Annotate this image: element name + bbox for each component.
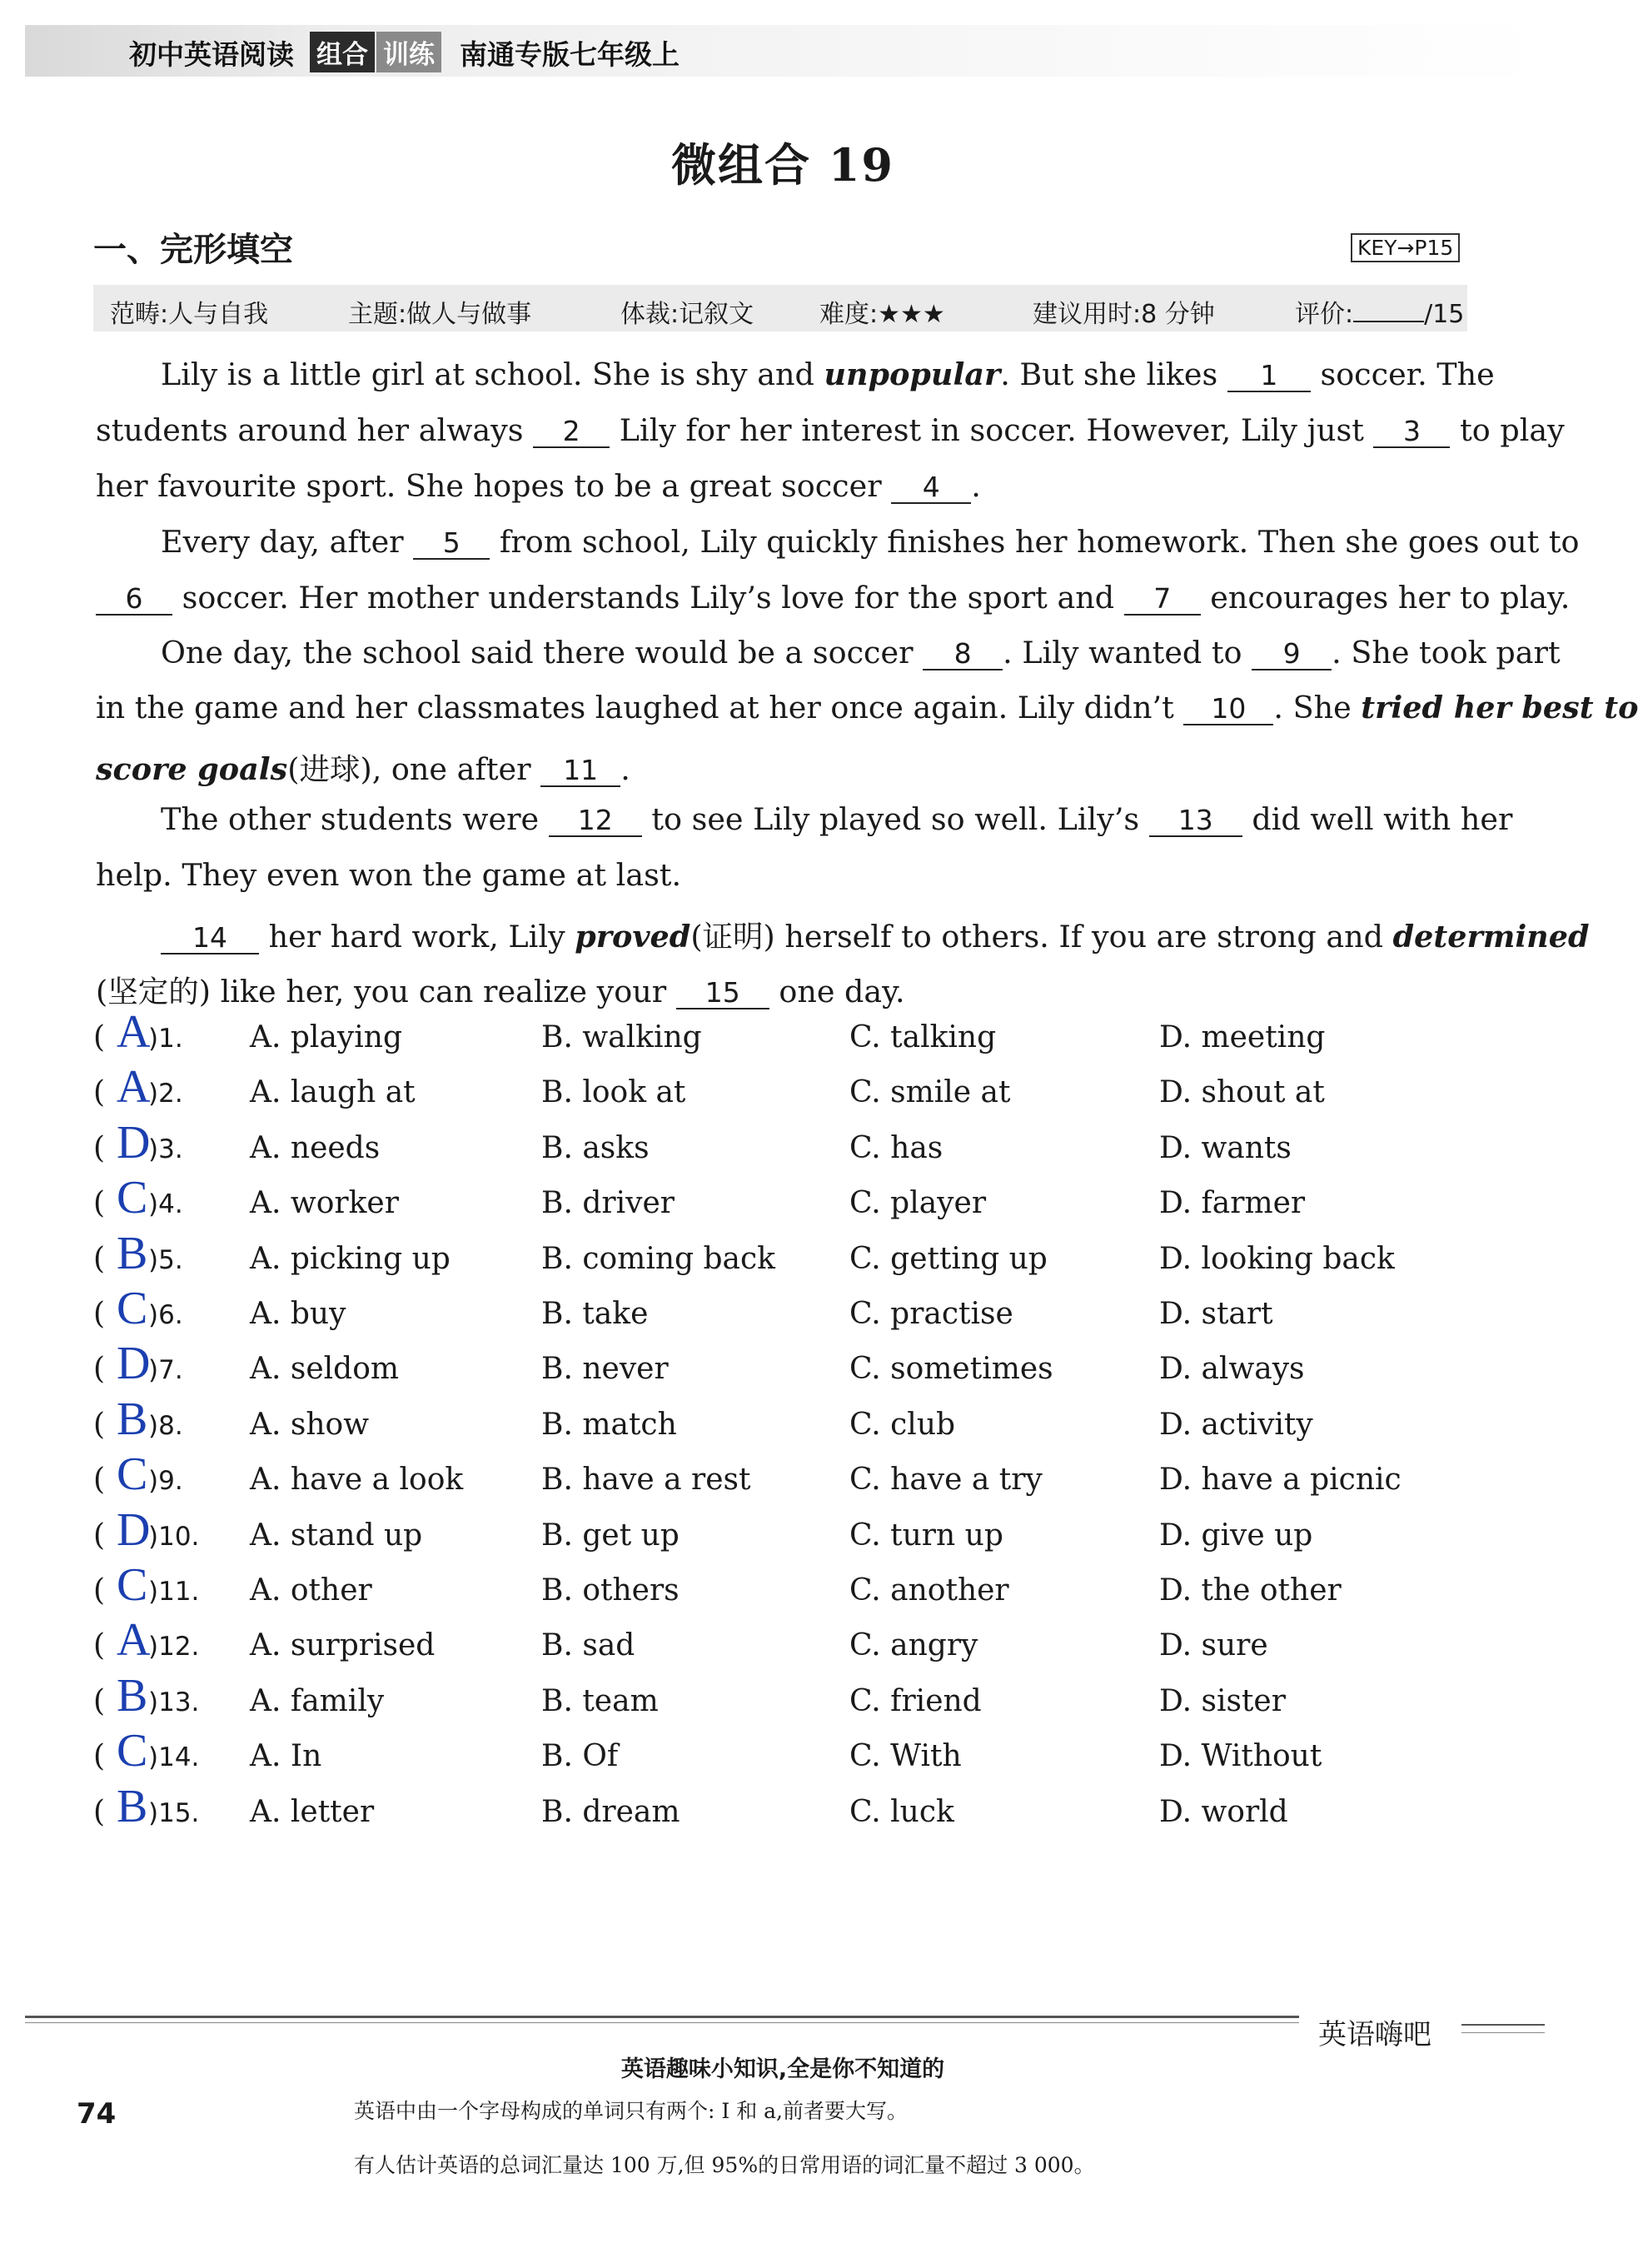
option-c: C. smile at bbox=[849, 1075, 1011, 1110]
option-b: B. have a rest bbox=[541, 1463, 751, 1498]
option-b: B. look at bbox=[541, 1075, 686, 1110]
option-b: B. asks bbox=[541, 1130, 650, 1165]
answer-letter: C bbox=[117, 1283, 148, 1334]
option-a: A. letter bbox=[250, 1794, 375, 1829]
question-row bbox=[93, 1448, 1467, 1513]
option-a: A. surprised bbox=[250, 1628, 436, 1663]
option-c: C. have a try bbox=[849, 1463, 1043, 1498]
footer-rule bbox=[25, 2016, 1299, 2018]
option-c: C. sometimes bbox=[849, 1352, 1053, 1387]
option-c: C. With bbox=[849, 1739, 962, 1774]
question-row bbox=[93, 1725, 1467, 1789]
passage-line: her favourite sport. She hopes to be a great soccer 4 . bbox=[96, 468, 981, 504]
open-paren: ( bbox=[93, 1628, 106, 1663]
option-b: B. Of bbox=[541, 1739, 619, 1774]
option-b: B. sad bbox=[541, 1628, 635, 1663]
passage-line: 6 soccer. Her mother understands Lily’s love for the sport and 7 encourages her to play. bbox=[96, 580, 1470, 616]
open-paren: ( bbox=[93, 1463, 106, 1498]
question-row bbox=[93, 1283, 1467, 1347]
option-a: A. stand up bbox=[250, 1518, 423, 1553]
blank: 8 bbox=[923, 640, 1003, 670]
option-d: D. looking back bbox=[1159, 1241, 1395, 1276]
option-c: C. practise bbox=[849, 1297, 1013, 1331]
blank: 5 bbox=[413, 529, 490, 560]
info-theme: 主题:做人与做事 bbox=[348, 300, 532, 329]
option-c: C. club bbox=[849, 1407, 956, 1442]
passage-line: score goals(进球), one after 11 . bbox=[96, 751, 630, 787]
option-c: C. player bbox=[849, 1186, 987, 1221]
option-d: D. give up bbox=[1159, 1518, 1313, 1553]
question-row bbox=[93, 1338, 1467, 1402]
blank: 13 bbox=[1149, 806, 1242, 837]
option-d: D. sister bbox=[1159, 1683, 1286, 1718]
option-d: D. world bbox=[1159, 1794, 1288, 1829]
answer-letter: A bbox=[117, 1006, 151, 1058]
open-paren: ( bbox=[93, 1297, 106, 1331]
question-row bbox=[93, 1503, 1467, 1568]
option-d: D. have a picnic bbox=[1159, 1463, 1402, 1498]
option-c: C. turn up bbox=[849, 1518, 1003, 1553]
info-score: 评价: /15 bbox=[1295, 300, 1465, 329]
blank: 9 bbox=[1252, 640, 1332, 670]
footer-rule bbox=[1461, 2032, 1545, 2033]
option-d: D. wants bbox=[1159, 1130, 1292, 1165]
passage-line: Every day, after 5 from school, Lily quickly finishes her homework. Then she goes out to bbox=[161, 524, 1580, 560]
page-title: 微组合 19 bbox=[671, 138, 894, 192]
option-a: A. needs bbox=[250, 1130, 381, 1165]
option-d: D. sure bbox=[1159, 1628, 1268, 1663]
answer-letter: D bbox=[117, 1338, 151, 1390]
open-paren: ( bbox=[93, 1130, 106, 1165]
option-a: A. other bbox=[250, 1573, 372, 1608]
answer-letter: C bbox=[117, 1725, 148, 1777]
option-b: B. take bbox=[541, 1297, 649, 1331]
open-paren: ( bbox=[93, 1020, 106, 1054]
option-d: D. always bbox=[1159, 1352, 1305, 1387]
option-d: D. Without bbox=[1159, 1739, 1322, 1774]
option-c: C. friend bbox=[849, 1683, 982, 1718]
option-a: A. family bbox=[250, 1683, 385, 1718]
blank: 15 bbox=[676, 979, 769, 1009]
question-number: )5. bbox=[148, 1244, 183, 1275]
answer-letter: C bbox=[117, 1448, 148, 1501]
footer-rule bbox=[25, 2022, 1299, 2023]
book-title: 初中英语阅读 bbox=[129, 38, 294, 71]
fun-facts-title: 英语趣味小知识,全是你不知道的 bbox=[620, 2056, 945, 2082]
fun-fact: 有人估计英语的总词汇量达 100 万,但 95%的日常用语的词汇量不超过 3 000。 bbox=[354, 2153, 1095, 2177]
answer-letter: C bbox=[117, 1559, 148, 1611]
question-number: )14. bbox=[148, 1742, 200, 1773]
open-paren: ( bbox=[93, 1186, 106, 1221]
option-b: B. never bbox=[541, 1352, 669, 1387]
option-a: A. In bbox=[250, 1739, 322, 1774]
answer-letter: D bbox=[117, 1503, 151, 1556]
blank: 12 bbox=[549, 806, 642, 837]
option-b: B. get up bbox=[541, 1518, 680, 1553]
option-c: C. luck bbox=[849, 1794, 954, 1829]
option-b: B. others bbox=[541, 1573, 680, 1608]
blank: 6 bbox=[96, 585, 172, 616]
blank: 3 bbox=[1373, 417, 1450, 448]
option-d: D. the other bbox=[1159, 1573, 1342, 1608]
open-paren: ( bbox=[93, 1683, 106, 1718]
answer-letter: B bbox=[117, 1227, 148, 1279]
option-b: B. coming back bbox=[541, 1241, 775, 1276]
question-number: )3. bbox=[148, 1134, 183, 1164]
answer-letter: B bbox=[117, 1393, 148, 1445]
option-d: D. shout at bbox=[1159, 1075, 1325, 1110]
info-difficulty: 难度:★★★ bbox=[819, 300, 945, 329]
option-d: D. start bbox=[1159, 1297, 1273, 1331]
option-c: C. getting up bbox=[849, 1241, 1048, 1276]
question-row bbox=[93, 1669, 1467, 1734]
book-tag-combo: 组合 bbox=[310, 32, 375, 72]
answer-letter: C bbox=[117, 1172, 148, 1224]
option-d: D. meeting bbox=[1159, 1020, 1326, 1054]
blank: 4 bbox=[891, 473, 971, 504]
option-c: C. another bbox=[849, 1573, 1009, 1608]
fun-fact: 英语中由一个字母构成的单词只有两个: I 和 a,前者要大写。 bbox=[354, 2099, 908, 2123]
question-number: )12. bbox=[148, 1632, 200, 1662]
option-b: B. walking bbox=[541, 1020, 702, 1054]
question-number: )1. bbox=[148, 1024, 183, 1054]
footer-brand: 英语嗨吧 bbox=[1318, 2018, 1431, 2051]
option-b: B. team bbox=[541, 1683, 659, 1718]
info-genre: 体裁:记叙文 bbox=[620, 300, 754, 329]
option-d: D. farmer bbox=[1159, 1186, 1306, 1221]
passage-line: (坚定的) like her, you can realize your 15 one day. bbox=[96, 974, 905, 1009]
passage-line: One day, the school said there would be a soccer 8 . Lily wanted to 9 . She took part bbox=[161, 635, 1561, 670]
open-paren: ( bbox=[93, 1352, 106, 1387]
question-number: )2. bbox=[148, 1079, 183, 1109]
open-paren: ( bbox=[93, 1407, 106, 1442]
answer-letter: B bbox=[117, 1669, 148, 1722]
option-b: B. match bbox=[541, 1407, 677, 1442]
question-row bbox=[93, 1116, 1467, 1181]
blank: 7 bbox=[1124, 585, 1201, 616]
blank: 11 bbox=[540, 756, 620, 787]
open-paren: ( bbox=[93, 1241, 106, 1276]
option-a: A. have a look bbox=[250, 1463, 464, 1498]
option-c: C. has bbox=[849, 1130, 943, 1165]
passage-line: help. They even won the game at last. bbox=[96, 857, 682, 893]
info-time: 建议用时:8 分钟 bbox=[1033, 300, 1215, 329]
question-number: )6. bbox=[148, 1300, 183, 1330]
question-number: )8. bbox=[148, 1410, 183, 1441]
passage-line: The other students were 12 to see Lily played so well. Lily’s 13 did well with her bbox=[161, 801, 1513, 837]
info-bar bbox=[93, 285, 1467, 331]
blank: 10 bbox=[1183, 695, 1273, 725]
passage-line: Lily is a little girl at school. She is shy and unpopular. But she likes 1 soccer. The bbox=[161, 356, 1495, 392]
option-a: A. picking up bbox=[250, 1241, 451, 1276]
book-tag-training: 训练 bbox=[376, 32, 441, 72]
open-paren: ( bbox=[93, 1075, 106, 1110]
option-a: A. playing bbox=[250, 1020, 402, 1054]
question-row bbox=[93, 1614, 1467, 1678]
option-a: A. seldom bbox=[250, 1352, 400, 1387]
open-paren: ( bbox=[93, 1794, 106, 1829]
question-number: )9. bbox=[148, 1466, 183, 1497]
book-edition: 南通专版七年级上 bbox=[460, 38, 680, 71]
info-domain: 范畴:人与自我 bbox=[110, 300, 269, 329]
question-row bbox=[93, 1780, 1467, 1845]
answer-letter: D bbox=[117, 1116, 151, 1169]
option-c: C. talking bbox=[849, 1020, 997, 1054]
passage-line: students around her always 2 Lily for her interest in soccer. However, Lily just 3 to play bbox=[96, 412, 1565, 448]
open-paren: ( bbox=[93, 1573, 106, 1608]
question-row bbox=[93, 1227, 1467, 1292]
option-a: A. worker bbox=[250, 1186, 399, 1221]
open-paren: ( bbox=[93, 1739, 106, 1774]
option-a: A. show bbox=[250, 1407, 370, 1442]
section-title: 一、完形填空 bbox=[93, 231, 293, 269]
question-row bbox=[93, 1559, 1467, 1623]
blank: 2 bbox=[533, 417, 610, 448]
question-row bbox=[93, 1061, 1467, 1125]
option-b: B. dream bbox=[541, 1794, 680, 1829]
blank: 14 bbox=[161, 924, 259, 955]
option-c: C. angry bbox=[849, 1628, 978, 1663]
answer-letter: A bbox=[117, 1061, 151, 1114]
blank: 1 bbox=[1227, 361, 1311, 392]
passage-line: 14 her hard work, Lily proved(证明) herself to others. If you are strong and determined bbox=[96, 913, 1535, 956]
answer-letter: A bbox=[117, 1614, 151, 1667]
open-paren: ( bbox=[93, 1518, 106, 1553]
option-d: D. activity bbox=[1159, 1407, 1313, 1442]
question-number: )15. bbox=[148, 1797, 200, 1828]
passage-line: in the game and her classmates laughed at her once again. Lily didn’t 10 . She tried her best to bbox=[96, 690, 1638, 725]
question-number: )10. bbox=[148, 1521, 200, 1552]
option-a: A. laugh at bbox=[250, 1075, 416, 1110]
footer-rule bbox=[1461, 2024, 1545, 2026]
answer-key-reference: KEY→P15 bbox=[1351, 233, 1460, 262]
question-number: )11. bbox=[148, 1577, 200, 1607]
question-number: )4. bbox=[148, 1189, 183, 1220]
question-number: )13. bbox=[148, 1687, 200, 1717]
option-b: B. driver bbox=[541, 1186, 675, 1221]
question-row bbox=[93, 1172, 1467, 1236]
question-row bbox=[93, 1006, 1467, 1070]
question-row bbox=[93, 1393, 1467, 1458]
page-number: 74 bbox=[77, 2097, 117, 2131]
question-number: )7. bbox=[148, 1355, 183, 1386]
option-a: A. buy bbox=[250, 1297, 346, 1331]
answer-letter: B bbox=[117, 1780, 148, 1832]
